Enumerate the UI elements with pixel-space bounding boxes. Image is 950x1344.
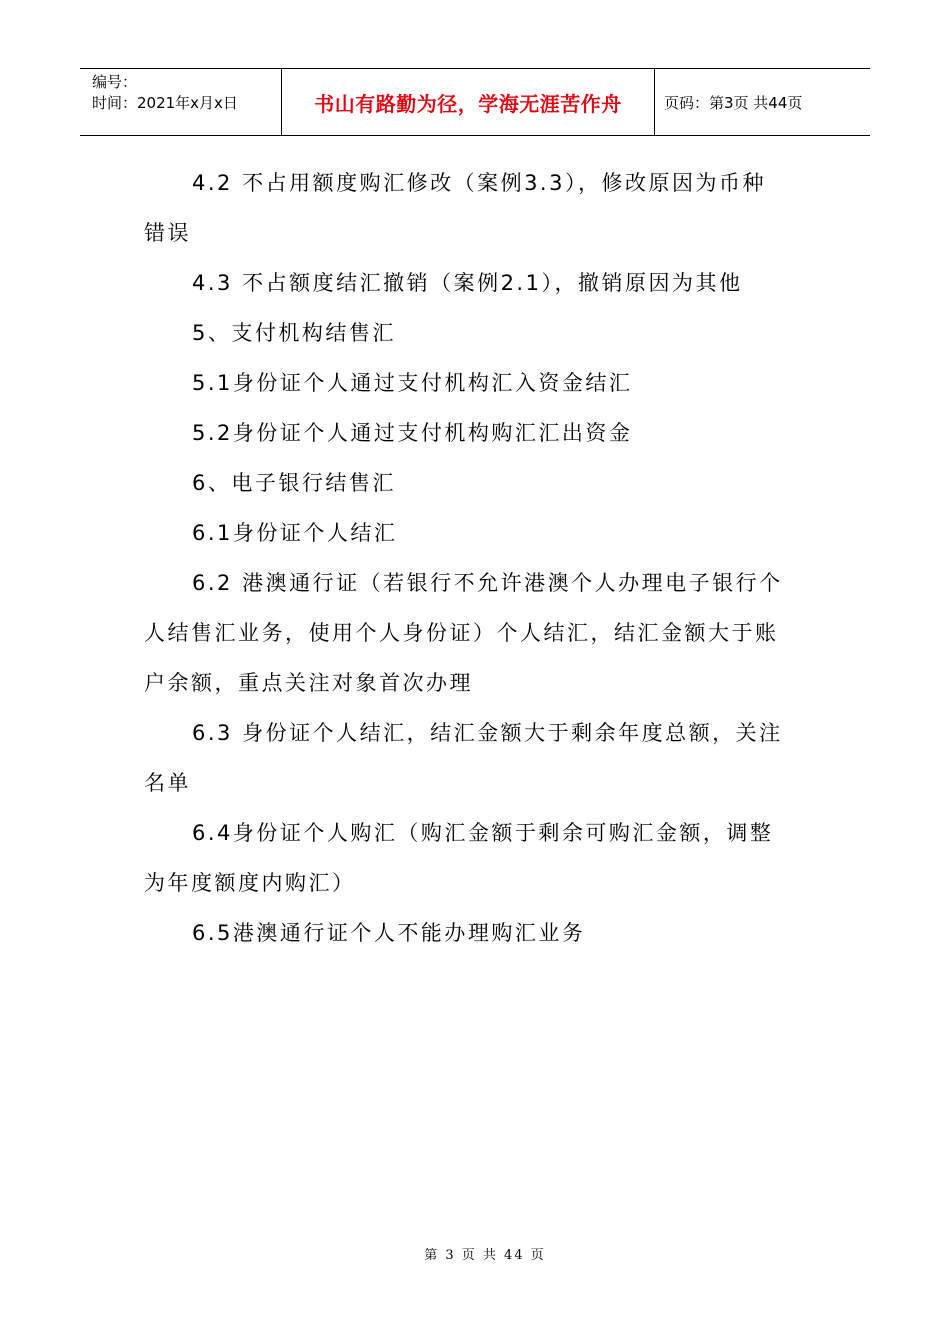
document-body xyxy=(0,158,950,958)
paragraph-6-2 xyxy=(0,558,783,708)
paragraph-line: 户余额，重点关注对象首次办理 xyxy=(144,671,473,695)
paragraph-line: 6.3 身份证个人结汇，结汇金额大于剩余年度总额，关注 xyxy=(192,721,783,745)
paragraph-line: 6.2 港澳通行证（若银行不允许港澳个人办理电子银行个 xyxy=(192,571,783,595)
header-page-info: 页码：第3页 共44页 xyxy=(664,93,803,112)
page-footer: 第 3 页 共 44 页 xyxy=(424,1248,546,1263)
header-motto: 书山有路勤为径，学海无涯苦作舟 xyxy=(282,69,655,135)
paragraph-line: 6.5港澳通行证个人不能办理购汇业务 xyxy=(192,921,586,945)
paragraph-line: 错误 xyxy=(144,221,191,245)
paragraph-line: 5、支付机构结售汇 xyxy=(192,321,396,345)
paragraph-6-1 xyxy=(0,508,660,558)
header-meta-cell xyxy=(80,69,282,135)
paragraph-6-4 xyxy=(0,808,774,908)
section-heading-5 xyxy=(0,308,660,358)
paragraph-line: 4.3 不占额度结汇撤销（案例2.1），撤销原因为其他 xyxy=(192,271,743,295)
paragraph-line: 5.1身份证个人通过支付机构汇入资金结汇 xyxy=(192,371,633,395)
paragraph-line: 人结售汇业务，使用个人身份证）个人结汇，结汇金额大于账 xyxy=(144,621,779,645)
paragraph-line: 为年度额度内购汇） xyxy=(144,871,356,895)
paragraph-4-3 xyxy=(0,258,743,308)
document-time-label: 时间：2021年x月x日 xyxy=(92,94,238,112)
paragraph-4-2 xyxy=(0,158,766,258)
paragraph-line: 6、电子银行结售汇 xyxy=(192,471,396,495)
document-number-label: 编号： xyxy=(92,73,138,91)
paragraph-line: 6.4身份证个人购汇（购汇金额于剩余可购汇金额，调整 xyxy=(192,821,774,845)
paragraph-5-1 xyxy=(0,358,660,408)
page-header xyxy=(80,68,870,136)
paragraph-line: 6.1身份证个人结汇 xyxy=(192,521,398,545)
paragraph-line: 5.2身份证个人通过支付机构购汇汇出资金 xyxy=(192,421,633,445)
paragraph-5-2 xyxy=(0,408,660,458)
section-heading-6 xyxy=(0,458,660,508)
paragraph-line: 4.2 不占用额度购汇修改（案例3.3），修改原因为币种 xyxy=(192,171,766,195)
paragraph-6-3 xyxy=(0,708,783,808)
paragraph-6-5 xyxy=(0,908,660,958)
paragraph-line: 名单 xyxy=(144,771,191,795)
